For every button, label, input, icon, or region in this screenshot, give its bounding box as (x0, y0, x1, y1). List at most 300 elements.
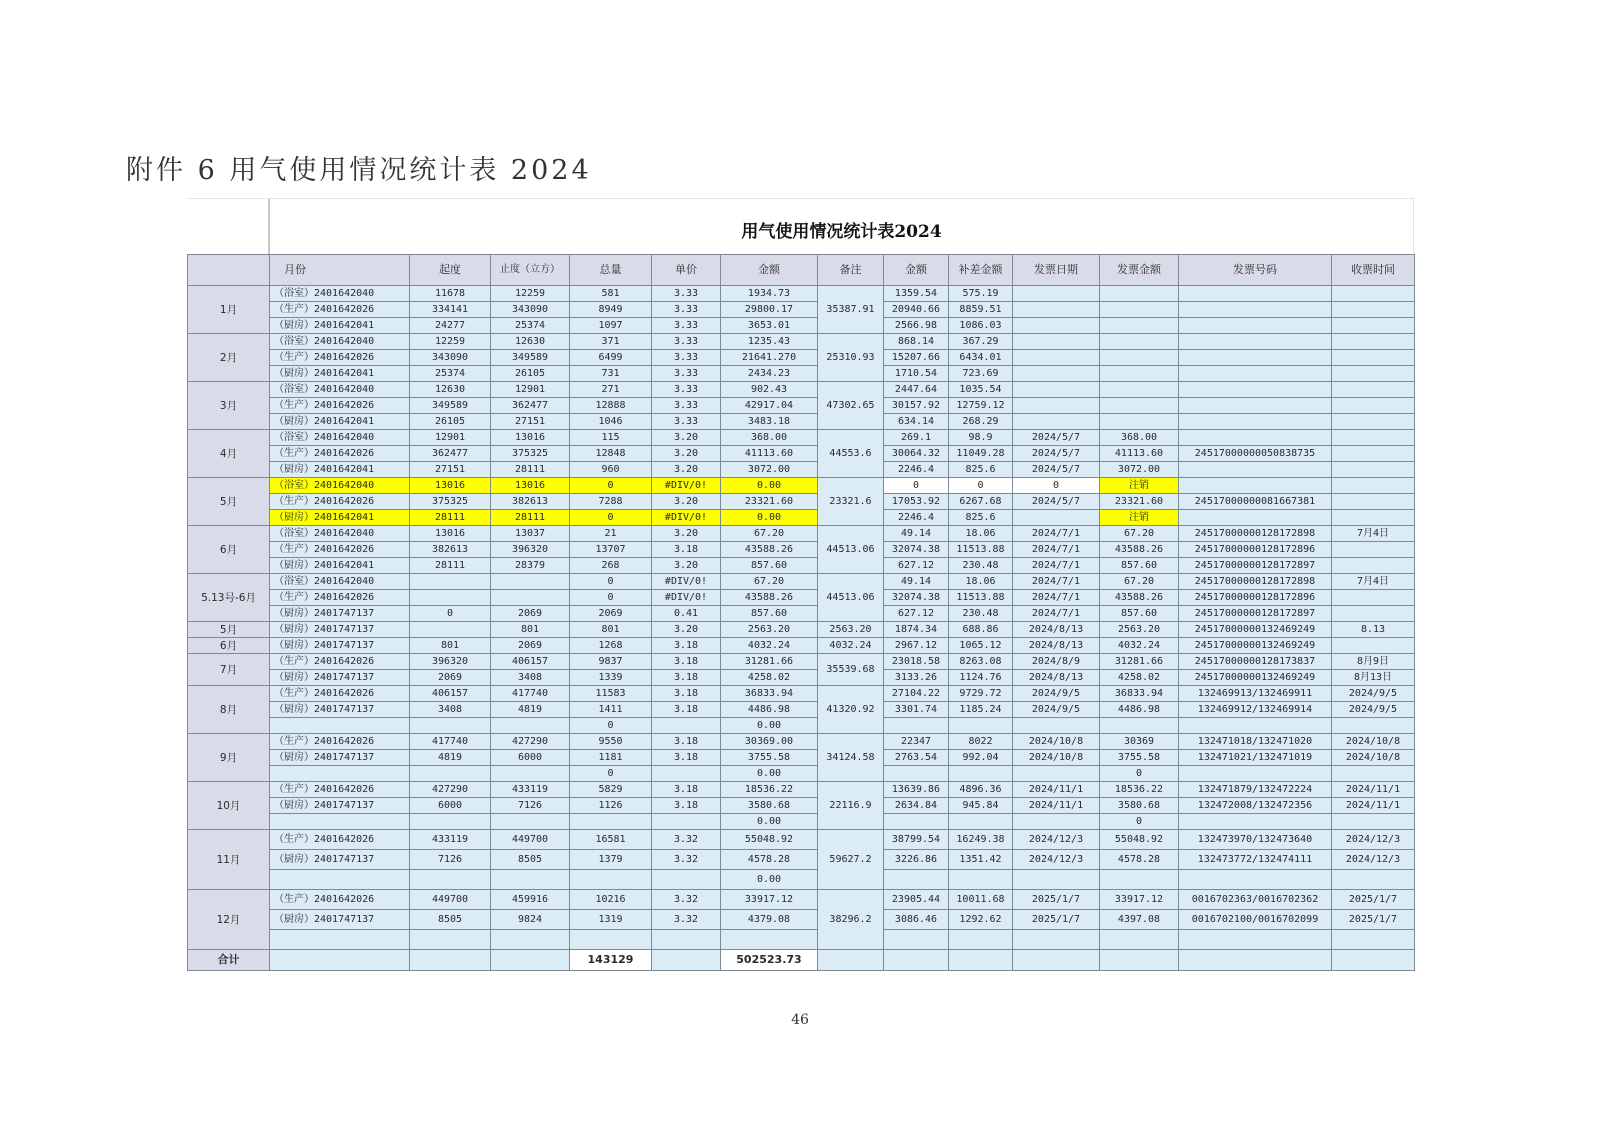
header-cell: 止度（立方） (491, 255, 570, 286)
meter-cell: （浴室）2401642040 (270, 526, 410, 542)
table-cell (1179, 930, 1332, 950)
table-cell (1013, 366, 1100, 382)
table-cell: 33917.12 (721, 890, 818, 910)
table-cell: 349589 (491, 350, 570, 366)
remark-cell: 59627.2 (818, 830, 884, 890)
table-cell: 2069 (570, 606, 652, 622)
table-cell: 132469912/132469914 (1179, 702, 1332, 718)
table-cell: 38799.54 (884, 830, 949, 850)
table-cell: 396320 (410, 654, 491, 670)
table-cell: 12259 (491, 286, 570, 302)
table-cell: 0 (570, 718, 652, 734)
table-cell (1013, 382, 1100, 398)
table-cell: 24517000000128172897 (1179, 606, 1332, 622)
table-cell: 3.20 (652, 622, 721, 638)
table-cell: 16581 (570, 830, 652, 850)
table-cell: 627.12 (884, 558, 949, 574)
table-row (188, 446, 1415, 462)
table-cell: 1268 (570, 638, 652, 654)
table-cell (1013, 930, 1100, 950)
table-cell: 13707 (570, 542, 652, 558)
table-cell: 32074.38 (884, 542, 949, 558)
remark-cell: 41320.92 (818, 686, 884, 734)
total-label: 合计 (188, 950, 270, 971)
table-cell: 18.06 (949, 574, 1013, 590)
table-cell: 2024/7/1 (1013, 526, 1100, 542)
table-cell: 1185.24 (949, 702, 1013, 718)
table-cell: 2763.54 (884, 750, 949, 766)
table-row (188, 398, 1415, 414)
table-cell (1179, 430, 1332, 446)
table-cell (1013, 302, 1100, 318)
table-cell: 28379 (491, 558, 570, 574)
total-cell (1100, 950, 1179, 971)
remark-cell: 2563.20 (818, 622, 884, 638)
table-cell: 18536.22 (721, 782, 818, 798)
table-cell: 49.14 (884, 574, 949, 590)
header-cell: 月份 (270, 255, 410, 286)
meter-cell: （生产）2401642026 (270, 494, 410, 510)
month-cell: 5月 (188, 478, 270, 526)
table-cell: 7288 (570, 494, 652, 510)
table-cell (1013, 350, 1100, 366)
table-cell: 3.33 (652, 398, 721, 414)
table-row (188, 510, 1415, 526)
table-cell: 3.20 (652, 494, 721, 510)
table-cell: 23321.60 (721, 494, 818, 510)
table-cell: 3.18 (652, 734, 721, 750)
table-cell (1332, 930, 1415, 950)
meter-cell: （厨房）2401642041 (270, 366, 410, 382)
table-cell: 24517000000128172896 (1179, 590, 1332, 606)
table-cell: 24517000000128172898 (1179, 574, 1332, 590)
month-cell: 3月 (188, 382, 270, 430)
table-cell (949, 766, 1013, 782)
table-cell (1332, 414, 1415, 430)
table-cell: 271 (570, 382, 652, 398)
total-cell (491, 950, 570, 971)
table-cell: 27104.22 (884, 686, 949, 702)
table-cell (1013, 814, 1100, 830)
table-cell: 1235.43 (721, 334, 818, 350)
table-row (188, 622, 1415, 638)
meter-cell: （厨房）2401747137 (270, 670, 410, 686)
table-cell: 7月4日 (1332, 574, 1415, 590)
remark-cell: 44513.06 (818, 526, 884, 574)
remark-cell: 44513.06 (818, 574, 884, 622)
table-cell (1332, 446, 1415, 462)
table-row (188, 494, 1415, 510)
table-cell: 868.14 (884, 334, 949, 350)
table-cell: 2025/1/7 (1332, 890, 1415, 910)
table-cell: 2024/11/1 (1332, 782, 1415, 798)
table-cell (1179, 766, 1332, 782)
header-cell: 发票日期 (1013, 255, 1100, 286)
table-cell: 4032.24 (721, 638, 818, 654)
table-cell (949, 930, 1013, 950)
table-cell: 0 (1100, 766, 1179, 782)
table-cell: 1351.42 (949, 850, 1013, 870)
meter-cell: （生产）2401642026 (270, 542, 410, 558)
table-cell: 2024/9/5 (1013, 686, 1100, 702)
table-cell (1100, 870, 1179, 890)
table-cell (570, 814, 652, 830)
table-cell (1332, 302, 1415, 318)
table-cell (491, 718, 570, 734)
meter-cell: （浴室）2401642040 (270, 430, 410, 446)
table-cell: 3.18 (652, 638, 721, 654)
table-cell: #DIV/0! (652, 478, 721, 494)
meter-cell: （厨房）2401747137 (270, 638, 410, 654)
table-cell: 1065.12 (949, 638, 1013, 654)
table-cell: 12848 (570, 446, 652, 462)
table-cell: 24517000000132469249 (1179, 622, 1332, 638)
table-cell (1100, 350, 1179, 366)
meter-cell (270, 814, 410, 830)
table-cell: 2024/7/1 (1013, 590, 1100, 606)
table-cell: 801 (410, 638, 491, 654)
table-cell: 3.18 (652, 670, 721, 686)
meter-cell: （厨房）2401747137 (270, 750, 410, 766)
table-cell: 43588.26 (721, 590, 818, 606)
table-cell: 30369.00 (721, 734, 818, 750)
table-cell (1100, 718, 1179, 734)
table-cell (1332, 638, 1415, 654)
table-cell: 1292.62 (949, 910, 1013, 930)
table-cell: 132471018/132471020 (1179, 734, 1332, 750)
table-cell: 12888 (570, 398, 652, 414)
table-cell (1332, 542, 1415, 558)
table-cell: 1097 (570, 318, 652, 334)
table-row (188, 686, 1415, 702)
table-cell (949, 814, 1013, 830)
table-cell: 8.13 (1332, 622, 1415, 638)
table-cell: 433119 (410, 830, 491, 850)
table-cell: 41113.60 (721, 446, 818, 462)
table-cell: 382613 (410, 542, 491, 558)
month-cell: 8月 (188, 686, 270, 734)
table-cell (1013, 334, 1100, 350)
table-cell: 8505 (410, 910, 491, 930)
table-cell: 902.43 (721, 382, 818, 398)
table-cell: 3.33 (652, 414, 721, 430)
table-cell (1179, 718, 1332, 734)
table-cell: 3.20 (652, 558, 721, 574)
table-row (188, 414, 1415, 430)
table-cell: 33917.12 (1100, 890, 1179, 910)
table-cell: 2246.4 (884, 462, 949, 478)
header-cell: 发票号码 (1179, 255, 1332, 286)
table-cell: 26105 (491, 366, 570, 382)
table-cell: 24517000000128172898 (1179, 526, 1332, 542)
table-row (188, 782, 1415, 798)
table-cell: 2025/1/7 (1013, 910, 1100, 930)
table-cell (1332, 870, 1415, 890)
meter-cell: （厨房）2401642041 (270, 462, 410, 478)
table-cell (1013, 510, 1100, 526)
meter-cell: （厨房）2401747137 (270, 606, 410, 622)
table-cell: 3.18 (652, 702, 721, 718)
table-row (188, 702, 1415, 718)
table-cell (570, 930, 652, 950)
table-cell: 注销 (1100, 478, 1179, 494)
table-cell: 13016 (410, 478, 491, 494)
table-cell: 731 (570, 366, 652, 382)
table-cell: 24517000000132469249 (1179, 638, 1332, 654)
table-cell: 0 (1013, 478, 1100, 494)
table-row (188, 382, 1415, 398)
table-cell: #DIV/0! (652, 574, 721, 590)
table-cell: 2434.23 (721, 366, 818, 382)
table-cell: 459916 (491, 890, 570, 910)
table-row (188, 606, 1415, 622)
table-cell: 7126 (491, 798, 570, 814)
table-cell (1100, 382, 1179, 398)
meter-cell: （浴室）2401642040 (270, 286, 410, 302)
table-cell (410, 718, 491, 734)
table-cell (410, 574, 491, 590)
total-amount: 502523.73 (721, 950, 818, 971)
table-cell: 2025/1/7 (1332, 910, 1415, 930)
table-cell: 3086.46 (884, 910, 949, 930)
table-cell: 9550 (570, 734, 652, 750)
table-cell (491, 814, 570, 830)
table-cell: 12901 (410, 430, 491, 446)
table-cell: 3.18 (652, 686, 721, 702)
remark-cell: 44553.6 (818, 430, 884, 478)
table-cell: 2563.20 (721, 622, 818, 638)
table-cell: 0016702100/0016702099 (1179, 910, 1332, 930)
table-cell: 3.18 (652, 542, 721, 558)
table-row (188, 350, 1415, 366)
table-cell: 230.48 (949, 606, 1013, 622)
table-cell: 24517000000081667381 (1179, 494, 1332, 510)
table-cell: 2069 (491, 638, 570, 654)
table-cell: 4819 (491, 702, 570, 718)
table-cell: 417740 (410, 734, 491, 750)
table-cell: 433119 (491, 782, 570, 798)
table-row (188, 830, 1415, 850)
table-cell: 417740 (491, 686, 570, 702)
total-row (188, 950, 1415, 971)
table-cell: 268.29 (949, 414, 1013, 430)
header-row (188, 255, 1415, 286)
table-cell: 21 (570, 526, 652, 542)
table-cell: 2024/10/8 (1332, 734, 1415, 750)
table-cell: 2024/7/1 (1013, 542, 1100, 558)
table-cell: 12630 (491, 334, 570, 350)
table-cell: 10011.68 (949, 890, 1013, 910)
table-cell: 7126 (410, 850, 491, 870)
table-cell (1332, 286, 1415, 302)
table-cell (1179, 334, 1332, 350)
table-cell: 3.32 (652, 830, 721, 850)
remark-cell: 23321.6 (818, 478, 884, 526)
table-cell: 6434.01 (949, 350, 1013, 366)
table-cell: 945.84 (949, 798, 1013, 814)
table-cell: 132471021/132471019 (1179, 750, 1332, 766)
table-cell (1013, 414, 1100, 430)
table-cell (410, 622, 491, 638)
table-cell: 24517000000132469249 (1179, 670, 1332, 686)
table-cell (1332, 478, 1415, 494)
table-cell (884, 766, 949, 782)
table-cell: 1181 (570, 750, 652, 766)
table-cell (1179, 318, 1332, 334)
meter-cell: （生产）2401642026 (270, 890, 410, 910)
table-cell: 801 (491, 622, 570, 638)
table-cell: 1359.54 (884, 286, 949, 302)
meter-cell (270, 930, 410, 950)
total-cell (410, 950, 491, 971)
table-cell: 2024/10/8 (1013, 750, 1100, 766)
table-cell: 8月9日 (1332, 654, 1415, 670)
table-cell (1100, 334, 1179, 350)
meter-cell: （厨房）2401642041 (270, 414, 410, 430)
table-cell (652, 930, 721, 950)
table-cell: 406157 (410, 686, 491, 702)
table-cell: 230.48 (949, 558, 1013, 574)
meter-cell: （浴室）2401642040 (270, 382, 410, 398)
table-cell: 13016 (410, 526, 491, 542)
table-row (188, 366, 1415, 382)
table-cell (884, 814, 949, 830)
table-cell: 2069 (410, 670, 491, 686)
table-cell (1332, 558, 1415, 574)
table-cell: 4032.24 (1100, 638, 1179, 654)
table-cell: 36833.94 (721, 686, 818, 702)
table-cell: 1710.54 (884, 366, 949, 382)
table-cell: 269.1 (884, 430, 949, 446)
table-cell: 2024/11/1 (1013, 782, 1100, 798)
table-cell: 3.18 (652, 782, 721, 798)
table-cell: 3580.68 (721, 798, 818, 814)
table-cell: 857.60 (721, 558, 818, 574)
remark-cell: 22116.9 (818, 782, 884, 830)
meter-cell: （厨房）2401747137 (270, 850, 410, 870)
table-cell: 4819 (410, 750, 491, 766)
table-cell: 4578.28 (721, 850, 818, 870)
table-cell: 1934.73 (721, 286, 818, 302)
table-cell (1179, 302, 1332, 318)
table-cell (1100, 318, 1179, 334)
table-body (188, 286, 1415, 950)
table-row (188, 654, 1415, 670)
table-cell: 2024/9/5 (1332, 686, 1415, 702)
table-cell (410, 590, 491, 606)
table-cell: 2024/10/8 (1013, 734, 1100, 750)
table-cell (1179, 478, 1332, 494)
table-cell: 1874.34 (884, 622, 949, 638)
table-cell: 581 (570, 286, 652, 302)
month-cell: 11月 (188, 830, 270, 890)
table-cell: 41113.60 (1100, 446, 1179, 462)
header-cell: 备注 (818, 255, 884, 286)
remark-cell: 34124.58 (818, 734, 884, 782)
table-cell (1100, 398, 1179, 414)
table-cell (1332, 718, 1415, 734)
table-cell: 67.20 (1100, 526, 1179, 542)
table-cell: 3.32 (652, 890, 721, 910)
table-cell (1179, 398, 1332, 414)
table-cell: 67.20 (721, 526, 818, 542)
table-row (188, 798, 1415, 814)
total-cell (1179, 950, 1332, 971)
table-cell: 6499 (570, 350, 652, 366)
table-cell: 2024/11/1 (1013, 798, 1100, 814)
table-cell: 4578.28 (1100, 850, 1179, 870)
table-cell: 3.18 (652, 798, 721, 814)
table-cell (1179, 382, 1332, 398)
table-cell: 2024/9/5 (1013, 702, 1100, 718)
table-cell: 2024/7/1 (1013, 558, 1100, 574)
table-cell: 8949 (570, 302, 652, 318)
table-cell: 2024/10/8 (1332, 750, 1415, 766)
table-cell: 2024/8/13 (1013, 670, 1100, 686)
table-row (188, 286, 1415, 302)
table-cell: 9729.72 (949, 686, 1013, 702)
table-cell: 115 (570, 430, 652, 446)
table-cell: 0.00 (721, 718, 818, 734)
table-cell: 449700 (410, 890, 491, 910)
table-cell: 24517000000128172897 (1179, 558, 1332, 574)
table-cell: 0 (410, 606, 491, 622)
table-cell: 13016 (491, 430, 570, 446)
meter-cell: （生产）2401642026 (270, 350, 410, 366)
meter-cell: （浴室）2401642040 (270, 334, 410, 350)
table-row (188, 814, 1415, 830)
table-cell (652, 766, 721, 782)
meter-cell: （厨房）2401747137 (270, 622, 410, 638)
table-cell: 2025/1/7 (1013, 890, 1100, 910)
table-cell: 857.60 (1100, 558, 1179, 574)
meter-cell: （厨房）2401642041 (270, 558, 410, 574)
table-cell: 627.12 (884, 606, 949, 622)
table-cell: 3133.26 (884, 670, 949, 686)
table-cell: 2024/8/9 (1013, 654, 1100, 670)
table-cell: 4397.08 (1100, 910, 1179, 930)
table-cell: 375325 (410, 494, 491, 510)
table-cell: 4486.98 (721, 702, 818, 718)
table-cell: 857.60 (1100, 606, 1179, 622)
table-cell: 3.20 (652, 462, 721, 478)
table-cell (721, 930, 818, 950)
table-cell: 17053.92 (884, 494, 949, 510)
table-cell: 2024/9/5 (1332, 702, 1415, 718)
table-row (188, 670, 1415, 686)
table-cell: 2024/5/7 (1013, 462, 1100, 478)
table-cell: 43588.26 (721, 542, 818, 558)
table-cell: 0 (949, 478, 1013, 494)
meter-cell: （生产）2401642026 (270, 830, 410, 850)
table-cell: 334141 (410, 302, 491, 318)
table-cell: 1124.76 (949, 670, 1013, 686)
meter-cell (270, 718, 410, 734)
table-cell: 3580.68 (1100, 798, 1179, 814)
table-cell: 4258.02 (1100, 670, 1179, 686)
gas-usage-table (187, 254, 1415, 971)
table-cell: 67.20 (1100, 574, 1179, 590)
table-cell: 396320 (491, 542, 570, 558)
table-cell: 23905.44 (884, 890, 949, 910)
table-cell: 2634.84 (884, 798, 949, 814)
table-cell: 12901 (491, 382, 570, 398)
table-cell (1332, 814, 1415, 830)
table-cell: 575.19 (949, 286, 1013, 302)
table-cell: 825.6 (949, 462, 1013, 478)
meter-cell: （浴室）2401642040 (270, 478, 410, 494)
month-cell: 6月 (188, 638, 270, 654)
